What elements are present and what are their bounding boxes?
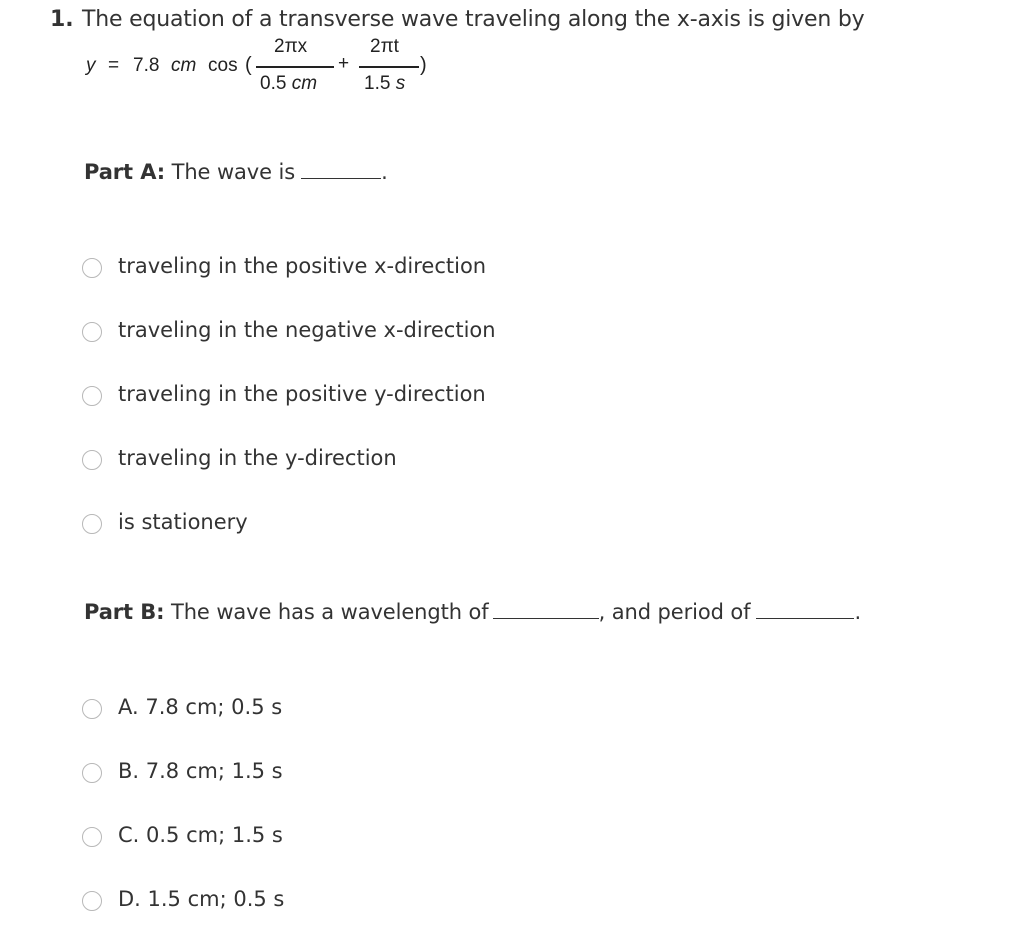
equation-equals: = (108, 55, 120, 76)
part-b-option-label[interactable]: D. 1.5 cm; 0.5 s (118, 887, 285, 911)
part-b-period-blank (756, 600, 854, 619)
part-b-prompt (84, 600, 861, 624)
part-a-option-label[interactable]: traveling in the positive y-direction (118, 382, 486, 406)
equation-y: y (86, 55, 96, 76)
question-text: The equation of a transverse wave traveling along the x-axis is given by (82, 7, 865, 32)
part-b-middle-text: , and period of (598, 600, 751, 624)
part-a-option-label[interactable]: traveling in the positive x-direction (118, 254, 487, 278)
part-a-option-label[interactable]: traveling in the negative x-direction (118, 318, 496, 342)
equation-plus: + (338, 53, 350, 74)
part-a-blank (301, 160, 381, 179)
part-a-option-label[interactable]: is stationery (118, 510, 248, 534)
question-number: 1. (50, 7, 74, 32)
part-a-period: . (381, 160, 388, 184)
part-b-wavelength-blank (493, 600, 599, 619)
equation-amplitude-unit: cm (171, 55, 197, 76)
equation-cos: cos (208, 55, 238, 76)
equation-amplitude: 7.8 (133, 55, 160, 76)
radio-button[interactable] (82, 891, 102, 911)
radio-button[interactable] (82, 763, 102, 783)
radio-button[interactable] (82, 450, 102, 470)
part-a-option-label[interactable]: traveling in the y-direction (118, 446, 397, 470)
term2-denominator: 1.5 s (364, 73, 406, 94)
radio-button[interactable] (82, 322, 102, 342)
term1-fraction-bar (256, 66, 334, 68)
part-b-label: Part B: (84, 600, 165, 624)
part-b-period: . (854, 600, 862, 624)
term2-fraction-bar (359, 66, 419, 68)
part-b-option-label[interactable]: B. 7.8 cm; 1.5 s (118, 759, 283, 783)
part-b-option-label[interactable]: A. 7.8 cm; 0.5 s (118, 695, 283, 719)
equation-open-paren: ( (245, 54, 252, 76)
radio-button[interactable] (82, 699, 102, 719)
term1-denominator: 0.5 cm (260, 73, 318, 94)
part-a-label: Part A: (84, 160, 166, 184)
term1-numerator: 2πx (274, 36, 308, 57)
part-b-text: The wave has a wavelength of (171, 600, 489, 624)
radio-button[interactable] (82, 827, 102, 847)
radio-button[interactable] (82, 514, 102, 534)
radio-button[interactable] (82, 258, 102, 278)
radio-button[interactable] (82, 386, 102, 406)
part-b-option-label[interactable]: C. 0.5 cm; 1.5 s (118, 823, 283, 847)
equation-close-paren: ) (420, 54, 427, 76)
term2-numerator: 2πt (370, 36, 399, 57)
part-a-prompt (84, 160, 388, 184)
part-a-text: The wave is (171, 160, 296, 184)
